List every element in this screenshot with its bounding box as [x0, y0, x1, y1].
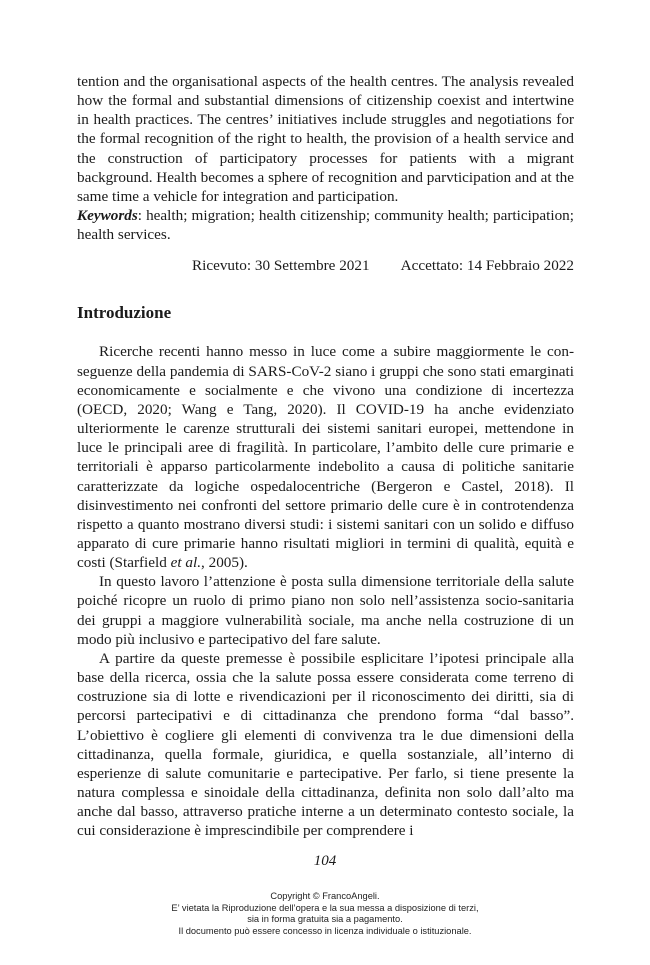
paragraph-1-italic: et al. — [170, 554, 202, 572]
section-heading: Introduzione — [77, 303, 172, 323]
copyright-notice — [0, 891, 650, 937]
body-paragraph-1 — [77, 342, 574, 572]
keywords-list: : health; migration; health citizenship; community health; participation; health services. — [77, 207, 574, 244]
paragraph-1-text: Ricerche recenti hanno messo in luce come a subire maggiormente le conseguenze della pandemia di SARS-CoV-2 siano i gruppi che sono stati emarginati economicamente e socialmente e che vivono una condizione di incertezza (OECD, 2020; Wang e Tang, 2020). Il COVID-19 ha anche evidenziato ulteriormente le carenze strutturali dei sistemi sanitari europei, mettendone in luce le principali aree di fragilità. In particolare, l’ambito delle cure primarie e territoriali è apparso particolarmente indebolito a causa di politiche sanitarie caratterizzate da logiche ospedalocentriche (Bergeron e Castel, 2018). Il disinvestimento nei confronti del settore primario delle cure è in controtendenza rispetto a quanto mostrano diversi studi: i sistemi sanitari con un solido e diffuso apparato di cure primarie hanno risultati migliori in termini di qualità, equità e costi (Starfield — [77, 343, 574, 572]
body-paragraph-3: A partire da queste premesse è possibile esplicitare l’ipotesi principale alla base della ricerca, ossia che la salute possa essere considerata come terreno di costruzione sia di lotte e rivendicazioni per il riconoscimento dei diritti, sia di percorsi partecipativi e di cittadinanza che prendono forma “dal basso”. L’obiettivo è cogliere gli elementi di convivenza tra le due dimensioni della cittadinanza, quella formale, giuridica, e quella sostanziale, all’interno di esperienze di salute comunitarie e partecipative. Per farlo, si tiene presente la natura complessa e sinoidale della cittadinanza, definita non solo dall’alto ma anche dal basso, attraverso pratiche interne a un determinato contesto sociale, la cui considerazione è imprescindibile per comprendere i — [77, 649, 574, 840]
received-date: Ricevuto: 30 Settembre 2021 — [192, 257, 370, 275]
copyright-line-1: Copyright © FrancoAngeli. — [270, 891, 380, 901]
abstract-paragraph — [77, 72, 574, 244]
copyright-line-3: sia in forma gratuita sia a pagamento. — [247, 914, 403, 925]
copyright-line-4: Il documento può essere concesso in licenza individuale o istituzionale. — [178, 925, 472, 936]
accepted-date: Accettato: 14 Febbraio 2022 — [400, 257, 574, 275]
abstract-text: tention and the organisational aspects of the health centres. The analysis revealed how the formal and substantial dimensions of citizenship coexist and intertwine in health practices. The centres’ initiatives include struggles and negotiations for the formal recognition of the right to health, the provision of a health service and the construction of participatory processes for patients with a migrant background. Health becomes a sphere of recognition and parvticipation and at the same time a vehicle for integration and participation. — [77, 73, 574, 205]
keywords-label: Keywords — [77, 207, 138, 225]
paragraph-1-end: , 2005). — [201, 554, 248, 572]
copyright-line-2: E’ vietata la Riproduzione dell’opera e la sua messa a disposizione di terzi, — [171, 902, 479, 913]
article-dates — [77, 256, 574, 275]
page-number: 104 — [313, 853, 337, 869]
page-body — [77, 72, 574, 840]
body-paragraph-2: In questo lavoro l’attenzione è posta sulla dimensione territoriale della salute poiché ricopre un ruolo di primo piano non solo nell’assistenza socio-sanitaria dei gruppi a maggiore vulnerabilità sociale, ma anche nella costruzione di un modo più inclusivo e partecipativo del fare salute. — [77, 573, 574, 648]
